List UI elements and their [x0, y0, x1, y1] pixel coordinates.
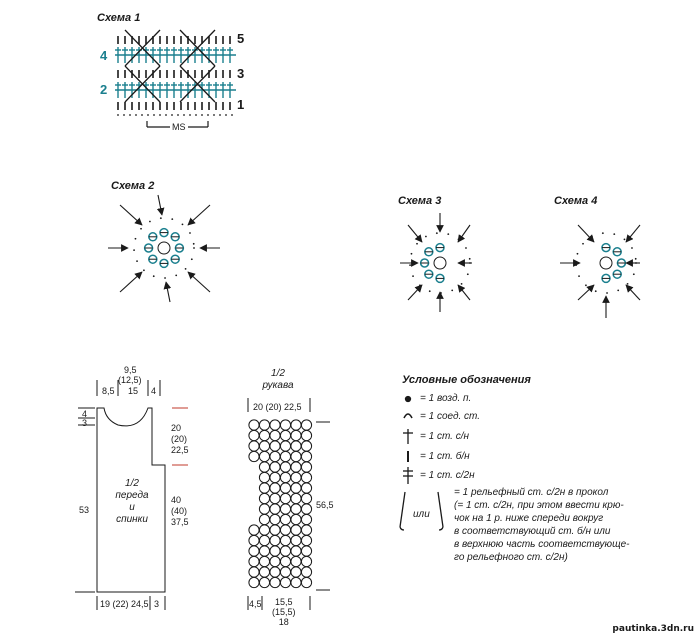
row-label-4: 4: [100, 48, 108, 63]
legend-relief-text: = 1 рельефный ст. с/2н в прокол (= 1 ст. с/2н, при этом ввести крю- чок на 1 р. ниже спереди вокруг в соответствующий ст. б/н или в верхнюю часть соответствующе- го рельефного ст. с/2н): [454, 487, 630, 563]
row-label-2: 2: [100, 82, 108, 97]
front-top-dim-alt: (12,5): [118, 375, 142, 385]
front-back-label: 1/2 переда и спинки: [115, 478, 149, 525]
front-side-dims: 40 (40) 37,5: [171, 495, 189, 527]
scheme4-title: Схема 4: [554, 195, 598, 207]
legend-tr: = 1 ст. с/2н: [420, 470, 475, 481]
front-neck-depth-1: 4: [82, 409, 88, 419]
legend-slip: = 1 соед. ст.: [420, 411, 481, 422]
legend-dc: = 1 ст. с/н: [420, 431, 470, 442]
front-edge-dim: 4: [151, 386, 157, 396]
ms-label: MS: [172, 122, 186, 132]
scheme1-title: Схема 1: [97, 12, 141, 24]
watermark: pautinka.3dn.ru: [612, 624, 694, 634]
front-neck-dim: 15: [128, 386, 139, 396]
scheme3-title: Схема 3: [398, 195, 442, 207]
sleeve-height-dim: 56,5: [316, 500, 334, 510]
scheme1-chart: [115, 30, 236, 127]
scheme4-motif: [560, 225, 640, 318]
row-label-3: 3: [237, 66, 245, 81]
sleeve-top-dim: 20 (20) 22,5: [253, 402, 302, 412]
legend-title: Условные обозначения: [402, 374, 531, 386]
row-label-5: 5: [237, 31, 245, 46]
sleeve-label: 1/2 рукава: [262, 368, 294, 391]
sleeve-bottom-dims: 15,5 (15,5) 18: [272, 597, 296, 627]
row-label-1: 1: [237, 97, 245, 112]
scheme2-title: Схема 2: [111, 180, 155, 192]
front-armhole-dims: 20 (20) 22,5: [171, 423, 189, 455]
scheme3-motif: [400, 213, 472, 312]
front-neck-depth-2: 3: [82, 418, 88, 428]
front-top-dim: 9,5: [124, 365, 137, 375]
front-bottom-dim: 19 (22) 24,5: [100, 599, 149, 609]
legend-chain: = 1 возд. п.: [420, 393, 472, 404]
front-height-dim: 53: [79, 505, 90, 515]
sleeve-bottom-left-dim: 4,5: [249, 599, 262, 609]
front-bottom-edge-dim: 3: [154, 599, 160, 609]
legend-or: или: [413, 509, 430, 520]
legend-sc: = 1 ст. б/н: [420, 451, 470, 462]
scheme2-motif: [108, 195, 220, 302]
front-shoulder-dim: 8,5: [102, 386, 115, 396]
